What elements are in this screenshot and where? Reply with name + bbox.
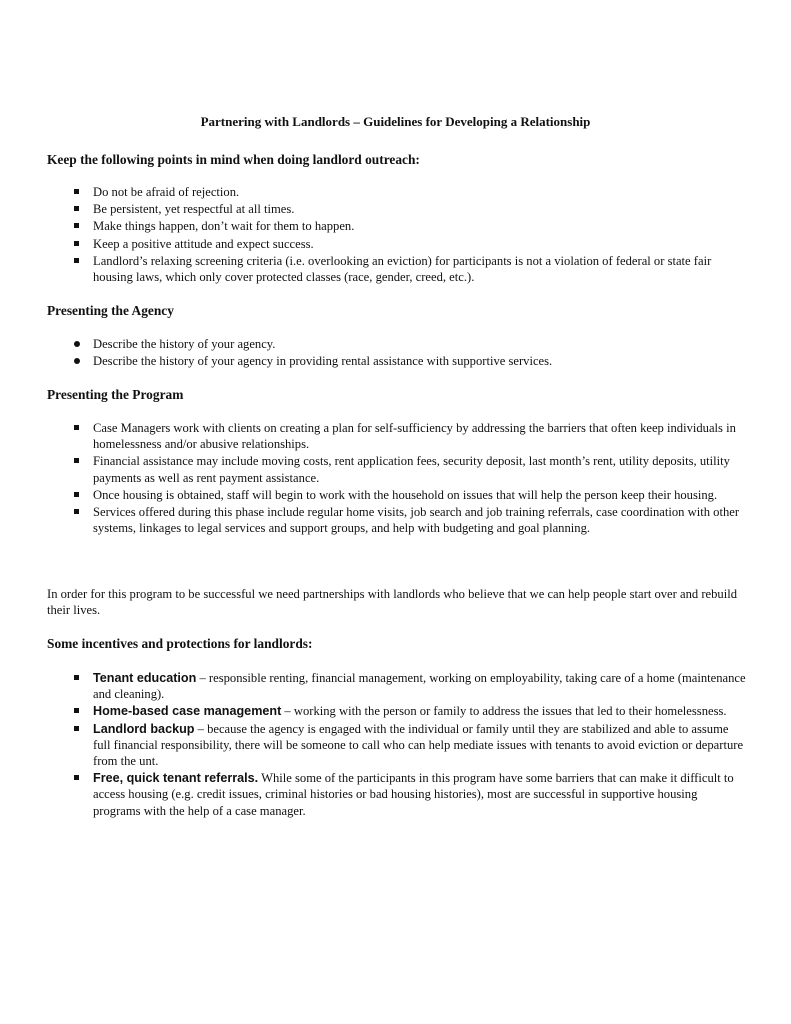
list-item-text: – working with the person or family to address the issues that led to their homelessness. xyxy=(281,704,727,719)
list-item xyxy=(47,336,746,352)
list-item xyxy=(47,218,746,234)
incentives-heading: Some incentives and protections for landlords: xyxy=(47,636,313,651)
list-item-lead: Home-based case management xyxy=(93,704,282,719)
list-item-text: – because the agency is engaged with the individual or family until they are stabilized and able to assume full financial responsibility, there will be someone to call who can help mediate issues with tenants to avoid eviction or departure from the unt. xyxy=(93,721,744,769)
list-item xyxy=(47,487,746,503)
list-item xyxy=(47,353,746,369)
list-item xyxy=(47,184,746,200)
list-item-text: – responsible renting, financial management, working on employability, taking care of a home (maintenance and cleaning). xyxy=(93,671,746,702)
list-item-lead: Landlord backup xyxy=(93,721,195,736)
list-item xyxy=(47,504,746,536)
list-item xyxy=(47,670,746,702)
list-item xyxy=(47,253,746,285)
list-item-text: Do not be afraid of rejection. xyxy=(93,185,240,199)
list-item xyxy=(47,201,746,217)
list-item-text: Keep a positive attitude and expect success. xyxy=(93,236,314,251)
list-item-lead: Tenant education xyxy=(93,671,197,685)
list-item xyxy=(47,236,746,252)
list-item xyxy=(47,721,746,770)
program-list xyxy=(47,420,746,537)
agency-heading: Presenting the Agency xyxy=(47,303,174,318)
program-heading: Presenting the Program xyxy=(47,387,184,402)
list-item-text: Once housing is obtained, staff will begin to work with the household on issues that will help the person keep their housing. xyxy=(93,487,718,502)
list-item xyxy=(47,453,746,485)
incentives-list xyxy=(47,670,746,820)
document-title: Partnering with Landlords – Guidelines for Developing a Relationship xyxy=(200,114,591,129)
list-item-text: Financial assistance may include moving costs, rent application fees, security deposit, last month’s rent, utility deposits, utility payments as well as rent payment assistance. xyxy=(93,454,730,485)
list-item-text: Landlord’s relaxing screening criteria (i.e. overlooking an eviction) for participants is not a violation of federal or state fair housing laws, which only cover protected classes (race, gender, creed, etc.). xyxy=(93,253,712,285)
list-item xyxy=(47,420,746,452)
list-item-text: Make things happen, don’t wait for them to happen. xyxy=(93,219,355,234)
outreach-list xyxy=(47,184,746,286)
list-item-lead: Free, quick tenant referrals. xyxy=(93,771,259,786)
program-closing-paragraph: In order for this program to be successful we need partnerships with landlords who believe that we can help people start over and rebuild their lives. xyxy=(47,587,737,618)
agency-list xyxy=(47,336,746,370)
list-item-text: Describe the history of your agency. xyxy=(93,337,276,351)
list-item xyxy=(47,703,746,719)
list-item-text: Be persistent, yet respectful at all times. xyxy=(93,202,295,217)
list-item-text: While some of the participants in this program have some barriers that can make it difficult to access housing (e.g. credit issues, criminal histories or bad housing histories), most are successful in supportive housing programs with the help of a case manager. xyxy=(93,771,734,818)
list-item-text: Describe the history of your agency in providing rental assistance with supportive services. xyxy=(93,354,553,369)
outreach-heading: Keep the following points in mind when doing landlord outreach: xyxy=(47,152,420,167)
list-item xyxy=(47,770,746,819)
list-item-text: Services offered during this phase include regular home visits, job search and job training referrals, case coordination with other systems, linkages to legal services and support groups, and help with budgeting and goal planning. xyxy=(93,505,740,536)
list-item-text: Case Managers work with clients on creating a plan for self-sufficiency by addressing the barriers that often keep individuals in homelessness and/or abusive relationships. xyxy=(93,421,736,452)
